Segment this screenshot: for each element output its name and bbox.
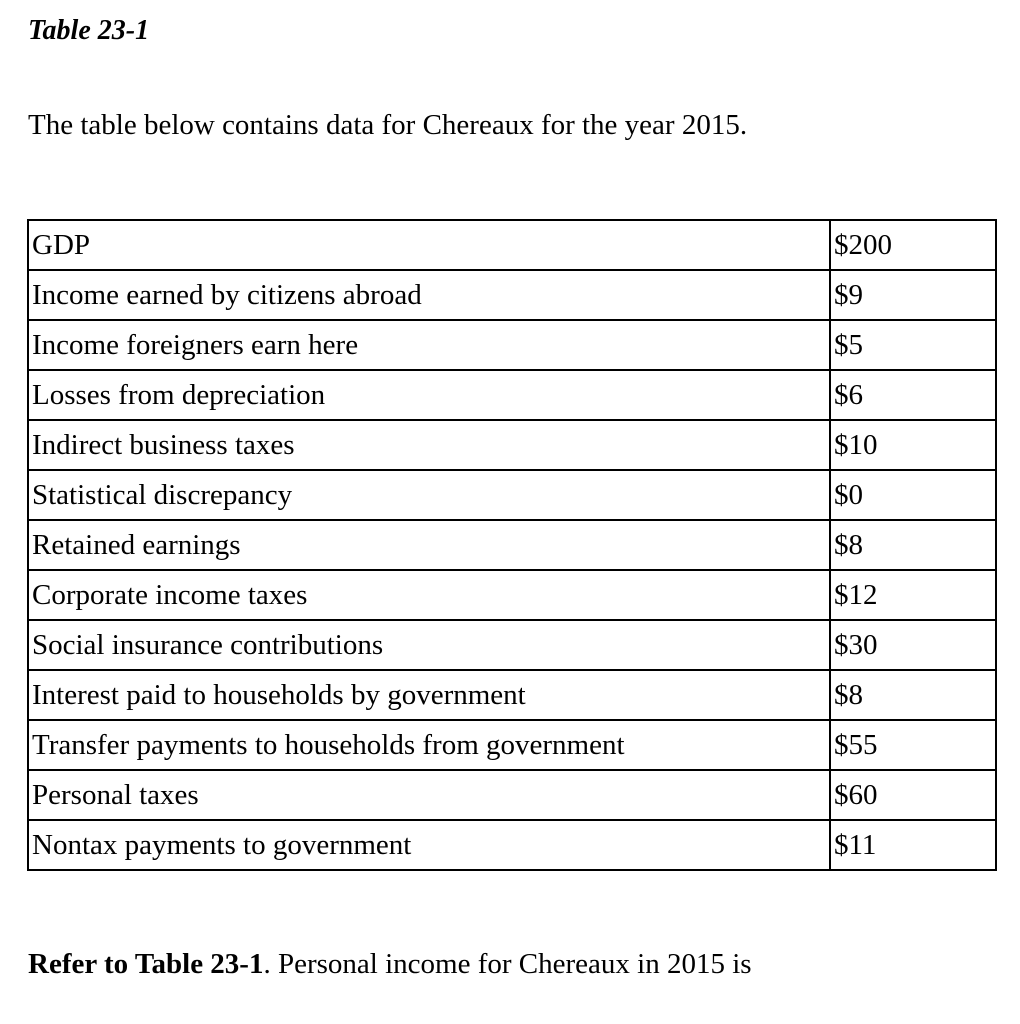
row-label: Income foreigners earn here bbox=[28, 320, 830, 370]
row-label: Retained earnings bbox=[28, 520, 830, 570]
table-row bbox=[28, 570, 996, 620]
row-value: $8 bbox=[830, 520, 996, 570]
row-value: $55 bbox=[830, 720, 996, 770]
table-row bbox=[28, 770, 996, 820]
row-label: Social insurance contributions bbox=[28, 620, 830, 670]
row-value: $200 bbox=[830, 220, 996, 270]
row-label: Transfer payments to households from government bbox=[28, 720, 830, 770]
table-row bbox=[28, 370, 996, 420]
row-value: $12 bbox=[830, 570, 996, 620]
table-row bbox=[28, 820, 996, 870]
question-body: . Personal income for Chereaux in 2015 is bbox=[263, 948, 752, 980]
row-value: $10 bbox=[830, 420, 996, 470]
question-reference: Refer to Table 23-1 bbox=[28, 948, 264, 980]
data-table bbox=[27, 219, 997, 871]
row-value: $60 bbox=[830, 770, 996, 820]
table-row bbox=[28, 720, 996, 770]
row-value: $11 bbox=[830, 820, 996, 870]
table-row bbox=[28, 270, 996, 320]
row-value: $0 bbox=[830, 470, 996, 520]
row-value: $30 bbox=[830, 620, 996, 670]
row-label: Income earned by citizens abroad bbox=[28, 270, 830, 320]
table-row bbox=[28, 520, 996, 570]
row-label: Indirect business taxes bbox=[28, 420, 830, 470]
table-row bbox=[28, 320, 996, 370]
row-label: Nontax payments to government bbox=[28, 820, 830, 870]
row-label: GDP bbox=[28, 220, 830, 270]
row-label: Losses from depreciation bbox=[28, 370, 830, 420]
row-label: Interest paid to households by government bbox=[28, 670, 830, 720]
intro-text: The table below contains data for Chereaux for the year 2015. bbox=[28, 109, 748, 141]
table-title: Table 23-1 bbox=[28, 15, 150, 46]
row-label: Statistical discrepancy bbox=[28, 470, 830, 520]
question-text bbox=[28, 944, 752, 984]
table-row bbox=[28, 420, 996, 470]
row-value: $6 bbox=[830, 370, 996, 420]
row-value: $8 bbox=[830, 670, 996, 720]
row-value: $9 bbox=[830, 270, 996, 320]
table-row bbox=[28, 670, 996, 720]
row-label: Corporate income taxes bbox=[28, 570, 830, 620]
table-row bbox=[28, 620, 996, 670]
table-row bbox=[28, 220, 996, 270]
table-row bbox=[28, 470, 996, 520]
row-label: Personal taxes bbox=[28, 770, 830, 820]
row-value: $5 bbox=[830, 320, 996, 370]
